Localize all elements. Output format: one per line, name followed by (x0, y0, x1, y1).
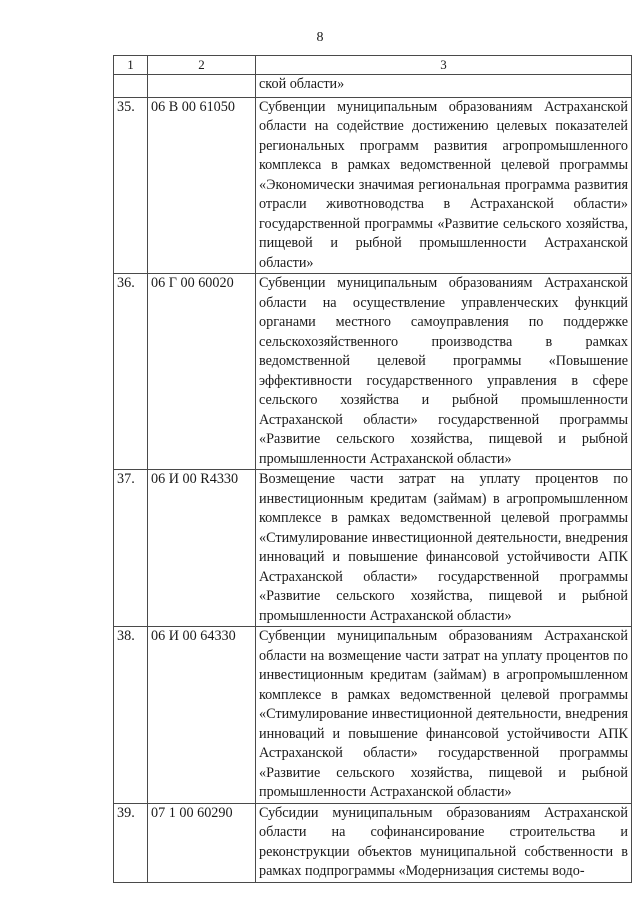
budget-classification-table (113, 55, 632, 883)
continuation-row (114, 75, 632, 98)
cell-text: Субвенции муниципальным образованиям Астраханской области на осуществление управленческих функций органами местного самоуправления по поддержке сельскохозяйственного производства в рамках ведомственной целевой программы «Повышение эффективности государственного управления в сфере сельского хозяйства и рыбной промышленности Астраханской области» государственной программы «Развитие сельского хозяйства, пищевой и рыбной промышленности Астраханской области» (256, 274, 632, 470)
table-row (114, 274, 632, 470)
cell-code: 07 1 00 60290 (148, 803, 256, 882)
cell-code: 06 Г 00 60020 (148, 274, 256, 470)
cell-num: 37. (114, 470, 148, 627)
cell-code: 06 В 00 61050 (148, 97, 256, 274)
page-number: 8 (316, 30, 324, 45)
cell-code (148, 75, 256, 98)
table-row (114, 470, 632, 627)
table-row (114, 97, 632, 274)
table-row (114, 627, 632, 804)
cell-code: 06 И 00 64330 (148, 627, 256, 804)
cell-num: 39. (114, 803, 148, 882)
cell-text: Субсидии муниципальным образованиям Астраханской области на софинансирование строительства и реконструкции объектов муниципальной собственности в рамках подпрограммы «Модернизация системы водо- (256, 803, 632, 882)
cell-text: Субвенции муниципальным образованиям Астраханской области на возмещение части затрат на уплату процентов по инвестиционным кредитам (займам) в агропромышленном комплексе в рамках ведомственной целевой программы «Стимулирование инвестиционной деятельности, внедрения инноваций и повышение финансовой устойчивости АПК Астраханской области» государственной программы «Развитие сельского хозяйства, пищевой и рыбной промышленности Астраханской области» (256, 627, 632, 804)
column-header-2: 2 (148, 56, 256, 75)
cell-num: 38. (114, 627, 148, 804)
cell-code: 06 И 00 R4330 (148, 470, 256, 627)
cell-num: 36. (114, 274, 148, 470)
column-header-3: 3 (256, 56, 632, 75)
table-row (114, 803, 632, 882)
cell-num (114, 75, 148, 98)
cell-num: 35. (114, 97, 148, 274)
column-header-1: 1 (114, 56, 148, 75)
cell-text: ской области» (256, 75, 632, 98)
table-header-row (114, 56, 632, 75)
cell-text: Возмещение части затрат на уплату процентов по инвестиционным кредитам (займам) в агропромышленном комплексе в рамках ведомственной целевой программы «Стимулирование инвестиционной деятельности, внедрения инноваций и повышение финансовой устойчивости АПК Астраханской области» государственной программы «Развитие сельского хозяйства, пищевой и рыбной промышленности Астраханской области» (256, 470, 632, 627)
cell-text: Субвенции муниципальным образованиям Астраханской области на содействие достижению целевых показателей региональных программ развития агропромышленного комплекса в рамках ведомственной целевой программы «Экономически значимая региональная программа развития отрасли животноводства в Астраханской области» государственной программы «Развитие сельского хозяйства, пищевой и рыбной промышленности Астраханской области» (256, 97, 632, 274)
